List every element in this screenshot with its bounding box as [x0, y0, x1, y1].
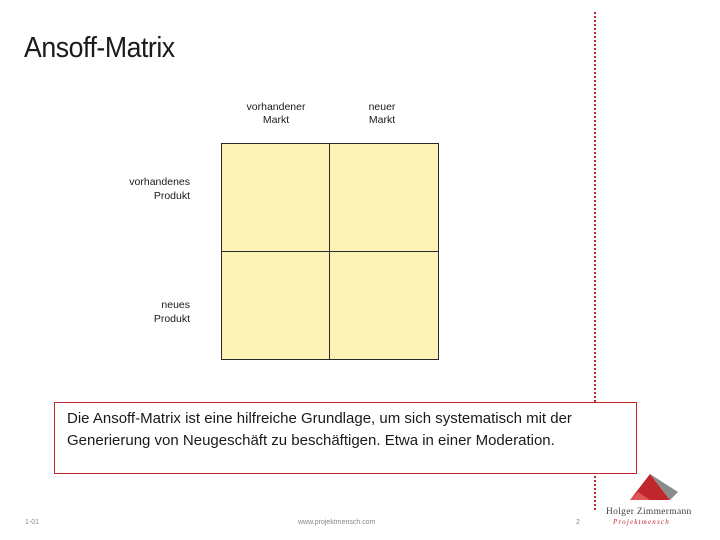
row-header-line: vorhandenes: [129, 176, 190, 188]
column-header-line: Markt: [262, 114, 290, 126]
row-header-line: neues: [161, 299, 190, 311]
row-header-line: Produkt: [153, 313, 190, 325]
row-header-line: Produkt: [153, 190, 190, 202]
matrix-cell-new-product-existing-market: [221, 251, 331, 360]
column-header-line: neuer: [368, 101, 396, 113]
note-text: Die Ansoff-Matrix ist eine hilfreiche Grundlage, um sich systematisch mit der Generierung von Neugeschäft zu beschäftigen. Etwa in einer Moderation.: [67, 410, 572, 449]
matrix-cell-existing-product-existing-market: [221, 143, 331, 253]
slide-title: Ansoff-Matrix: [24, 32, 175, 64]
row-header-existing-product: [100, 175, 190, 203]
note-box: [54, 402, 637, 474]
page-number: 2: [576, 519, 580, 526]
row-header-new-product: [100, 298, 190, 326]
ansoff-matrix-grid: [221, 143, 439, 360]
column-header-line: vorhandener: [246, 101, 306, 113]
matrix-cell-new-product-new-market: [329, 251, 439, 360]
logo-name: Holger Zimmermann: [606, 507, 692, 517]
logo-tagline-suffix: mensch: [641, 518, 670, 526]
column-header-line: Markt: [368, 114, 396, 126]
logo-tagline: [613, 518, 670, 526]
logo-tagline-prefix: Projekt: [613, 518, 642, 526]
footer-code: 1-01: [25, 519, 40, 526]
column-header-existing-market: [221, 101, 331, 127]
footer-url: www.projektmensch.com: [298, 519, 376, 526]
matrix-cell-existing-product-new-market: [329, 143, 439, 253]
column-header-new-market: [327, 101, 437, 127]
